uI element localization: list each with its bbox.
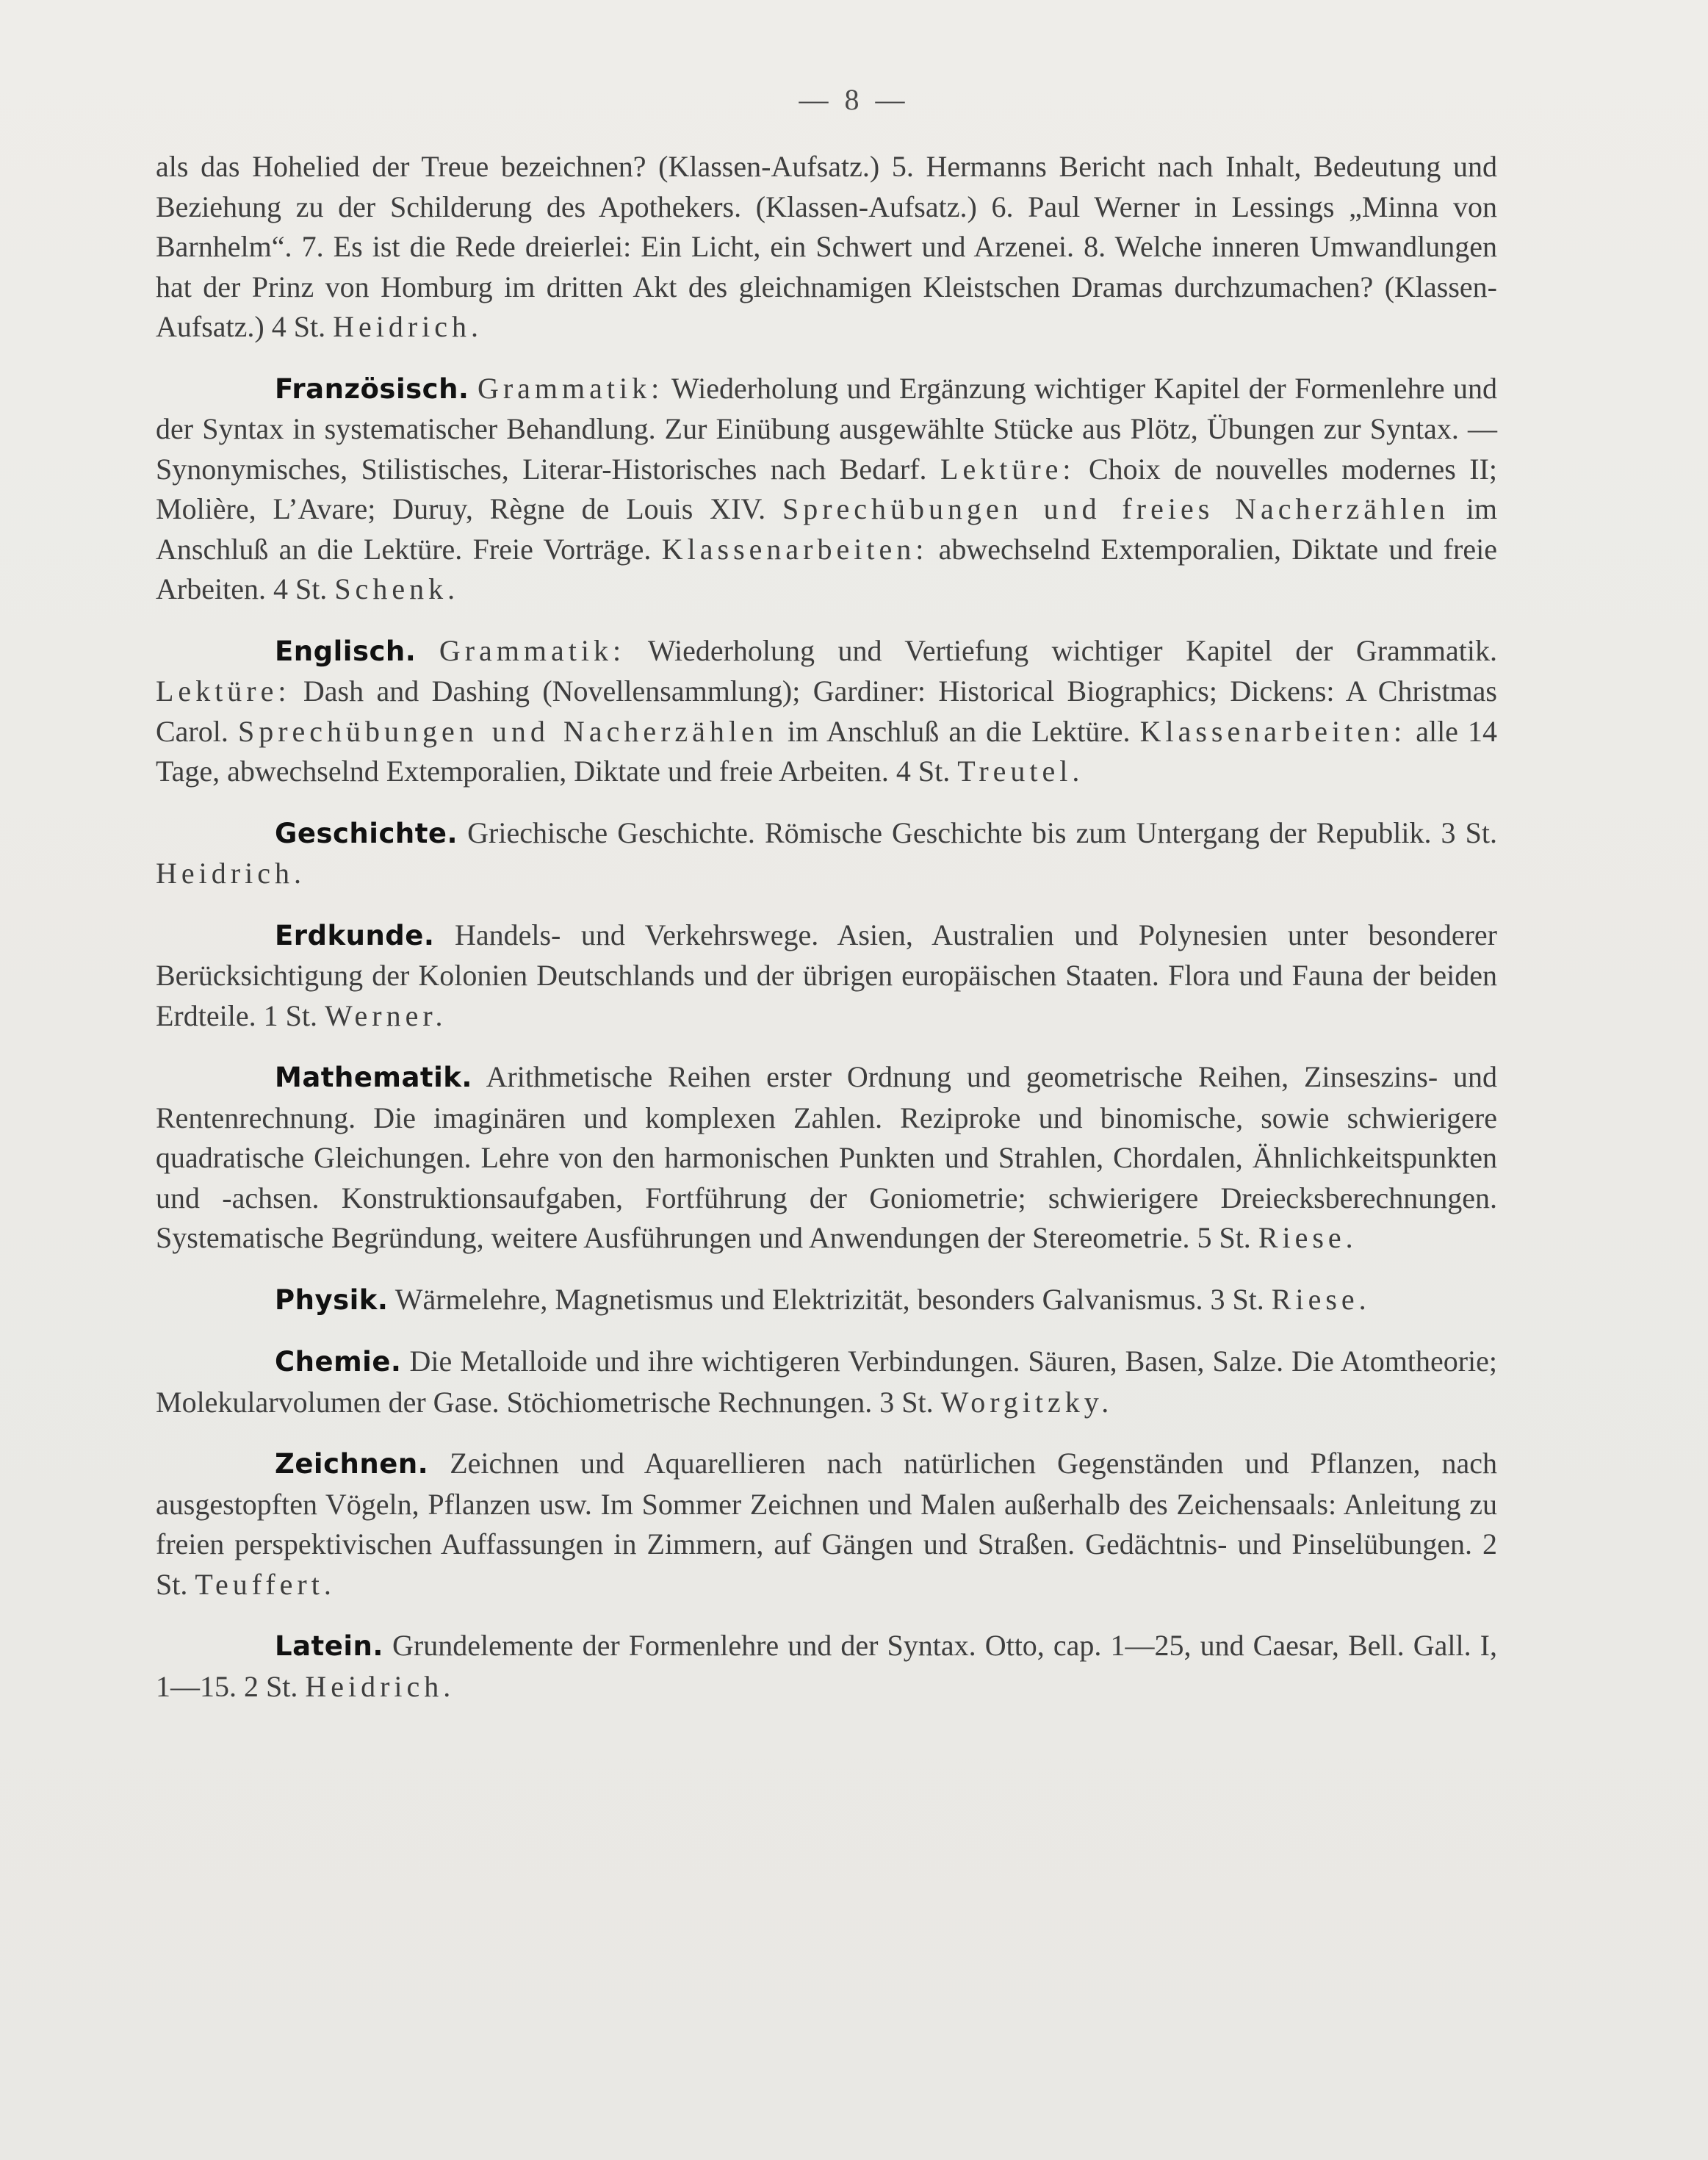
section-text: Arithmetische Reihen erster Ordnung und geometrische Reihen, Zinseszins- und Rentenrechnung. Die imaginären und komplexen Zahlen. Reziproke und binomische, sowie schwierigere quadratische Gleichungen. Lehre von den harmonischen Punkten und Strahlen, Chordalen, Ähnlichkeitspunkten und -achsen. Konstruktionsaufgaben, Fortführung der Goniometrie; schwierigere Dreiecksberechnungen. Systematische Begründung, weitere Ausführungen und Anwendungen der Stereometrie. 5 St. [156,1060,1497,1254]
section-heading: Latein. [275,1630,383,1662]
section-heading: Erdkunde. [275,919,435,951]
section-text: Grundelemente der Formenlehre und der Syntax. Otto, cap. 1—25, und Caesar, Bell. Gall. I, 1—15. 2 St. [156,1629,1497,1703]
section-heading: Chemie. [275,1346,402,1378]
teacher-name: Heidrich. [156,857,306,890]
section-latein [156,1626,1497,1707]
teacher-name: Teuffert. [195,1567,336,1601]
section-text: Handels- und Verkehrswege. Asien, Australien und Polynesien unter besonderer Berücksichtigung der Kolonien Deutschlands und der übrigen europäischen Staaten. Flora und Fauna der beiden Erdteile. 1 St. [156,918,1497,1032]
label-klassenarbeiten: Klassenarbeiten: [661,532,929,566]
section-text: Choix de nouvelles modernes II; Molière, L’Avare; Duruy, Règne de Louis XIV. [156,452,1498,525]
teacher-name: Werner. [324,998,447,1032]
label-lektuere: Lektüre: [156,674,291,708]
section-text: Dash and Dashing (Novellensammlung); Gardiner: Historical Biographics; Dickens: A Christmas Carol. [156,674,1497,748]
section-physik [156,1280,1497,1321]
section-heading: Physik. [275,1284,389,1316]
section-text: im Anschluß an die Lektüre. Freie Vorträge. [156,492,1497,566]
teacher-name: Riese. [1271,1282,1371,1316]
label-klassenarbeiten: Klassenarbeiten: [1139,714,1407,748]
section-text: Wiederholung und Ergänzung wichtiger Kapitel der Formenlehre und der Syntax in systematischer Behandlung. Zur Einübung ausgewählte Stücke aus Plötz, Übungen zur Syntax. — Synonymisches, Stilistisches, Literar-Historisches nach Bedarf. [156,371,1498,486]
section-text: Zeichnen und Aquarellieren nach natürlichen Gegenständen und Pflanzen, nach ausgestopften Vögeln, Pflanzen usw. Im Sommer Zeichnen und Malen außerhalb des Zeichensaals: Anleitung zu freien perspektivischen Auffassungen in Zimmern, auf Gängen und Straßen. Gedächtnis- und Pinselübungen. 2 St. [156,1447,1497,1601]
section-heading: Mathematik. [275,1062,472,1093]
section-zeichnen [156,1444,1497,1605]
label-grammatik: Grammatik: [439,633,626,667]
page-number: — 8 — [799,83,909,116]
teacher-name: Treutel. [957,755,1084,788]
teacher-name: Riese. [1258,1221,1358,1254]
label-sprechuebungen: Sprechübungen und Nacherzählen [237,714,778,748]
intro-paragraph [156,147,1497,348]
section-geschichte [156,813,1497,894]
section-heading: Englisch. [275,635,417,667]
section-erdkunde [156,915,1497,1037]
section-heading: Zeichnen. [275,1448,429,1480]
section-mathematik [156,1057,1497,1259]
section-text: Die Metalloide und ihre wichtigeren Verbindungen. Säuren, Basen, Salze. Die Atomtheorie; Molekularvolumen der Gase. Stöchiometrische Rechnungen. 3 St. [156,1344,1497,1419]
section-text: Wärmelehre, Magnetismus und Elektrizität, besonders Galvanismus. 3 St. [388,1282,1272,1316]
section-text: alle 14 Tage, abwechselnd Extemporalien, Diktate und freie Arbeiten. 4 St. [156,714,1498,788]
intro-text: als das Hohelied der Treue bezeichnen? (Klassen-Aufsatz.) 5. Hermanns Bericht nach Inhalt, Bedeutung und Beziehung zu der Schilderung des Apothekers. (Klassen-Aufsatz.) 6. Paul Werner in Lessings „Minna von Barnhelm“. 7. Es ist die Rede dreierlei: Ein Licht, ein Schwert und Arzenei. 8. Welche inneren Umwandlungen hat der Prinz von Homburg im dritten Akt des gleichnamigen Kleistschen Dramas durchzumachen? (Klassen-Aufsatz.) 4 St. [156,150,1497,343]
section-text: Griechische Geschichte. Römische Geschichte bis zum Untergang der Republik. 3 St. [458,816,1497,849]
section-chemie [156,1342,1497,1422]
label-sprechuebungen: Sprechübungen und freies Nacherzählen [782,492,1449,525]
section-englisch [156,631,1497,792]
document-body [156,147,1497,1707]
teacher-name: Worgitzky. [940,1385,1114,1419]
label-lektuere: Lektüre: [940,452,1075,486]
section-heading: Geschichte. [275,817,458,849]
teacher-name: Heidrich. [333,310,483,343]
section-franzoesisch [156,369,1497,610]
teacher-name: Heidrich. [305,1669,455,1703]
teacher-name: Schenk. [334,572,460,605]
section-text: im Anschluß an die Lektüre. [777,714,1140,748]
section-heading: Französisch. [275,372,469,405]
section-text: abwechselnd Extemporalien, Diktate und freie Arbeiten. 4 St. [156,532,1497,605]
section-text: Wiederholung und Vertiefung wichtiger Kapitel der Grammatik. [625,633,1498,667]
label-grammatik: Grammatik: [477,371,664,405]
